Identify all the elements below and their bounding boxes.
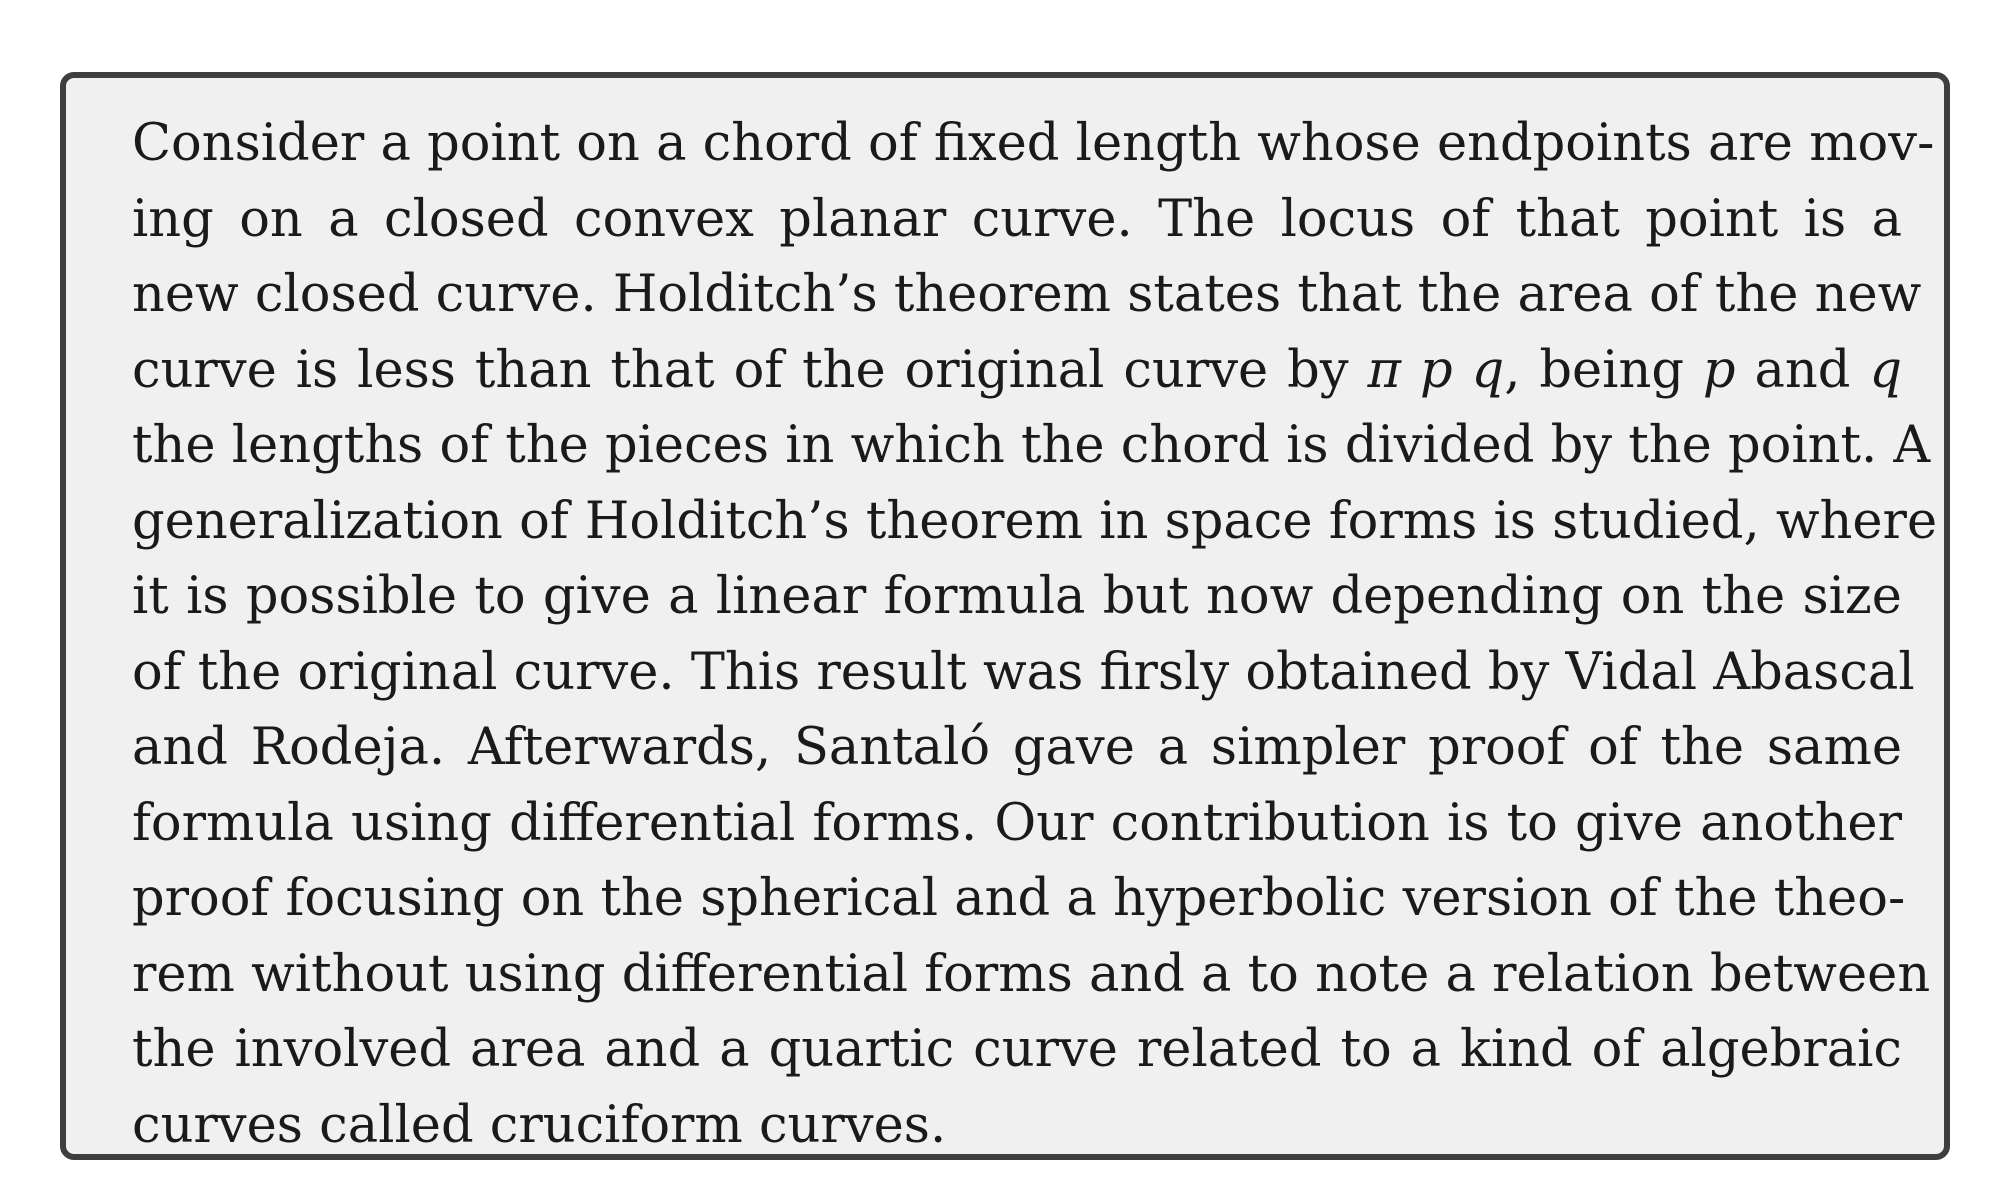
abstract-line-8: of the original curve. This result was firsly obtained by Vidal Abascal [132, 642, 1915, 702]
abstract-box [60, 72, 1950, 1160]
abstract-line-2: ing on a closed convex planar curve. The locus of that point is a [132, 189, 1902, 249]
abstract-line-9: and Rodeja. Afterwards, Santaló gave a simpler proof of the same [132, 718, 1902, 777]
abstract-paragraph [132, 106, 1938, 1163]
abstract-line-14: curves called cruciform curves. [132, 1095, 947, 1155]
abstract-line-3: new closed curve. Holditch’s theorem states that the area of the new [132, 265, 1922, 324]
abstract-line-4: curve is less than that of the original curve by π p q, being p and q [132, 340, 1902, 400]
abstract-line-12: rem without using differential forms and a to note a relation between [132, 944, 1931, 1004]
math-symbol: q [1869, 340, 1902, 400]
abstract-line-5: the lengths of the pieces in which the chord is divided by the point. A [132, 416, 1931, 475]
abstract-line-6: generalization of Holditch’s theorem in space forms is studied, where [132, 491, 1938, 551]
abstract-line-10: formula using differential forms. Our contribution is to give another [132, 793, 1902, 853]
abstract-line-13: the involved area and a quartic curve related to a kind of algebraic [132, 1020, 1902, 1079]
math-symbol: p [1702, 340, 1736, 400]
abstract-line-7: it is possible to give a linear formula but now depending on the size [132, 567, 1902, 626]
abstract-line-1: Consider a point on a chord of fixed length whose endpoints are mov- [132, 114, 1935, 173]
abstract-line-11: proof focusing on the spherical and a hyperbolic version of the theo- [132, 869, 1906, 928]
math-symbol: π p q [1367, 340, 1505, 400]
